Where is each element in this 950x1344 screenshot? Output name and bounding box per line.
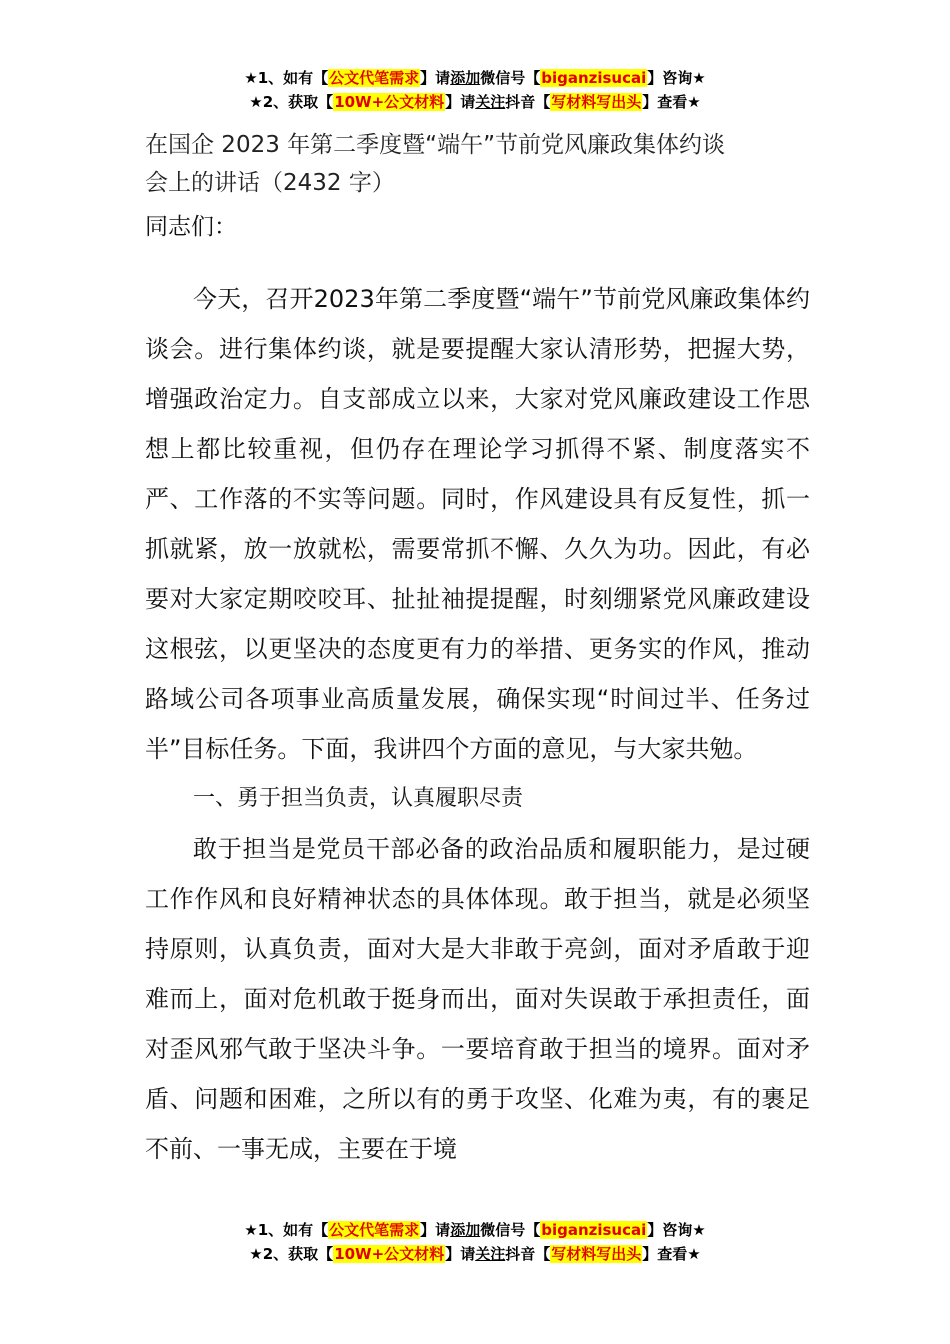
banner-highlight: biganzisucai [541, 1221, 647, 1239]
banner-text: 】查看★ [642, 1245, 701, 1263]
banner-highlight: 10W+公文材料 [334, 1245, 445, 1263]
banner-text: ★2、获取【 [249, 93, 334, 111]
banner-text: 】请 [420, 1221, 451, 1239]
banner-underlined: 添加 [450, 69, 481, 87]
bottom-banner [0, 1218, 950, 1266]
banner-text: 抖音【 [505, 1245, 551, 1263]
title-line-1: 在国企 2023 年第二季度暨“端午”节前党风廉政集体约谈 [145, 132, 725, 158]
banner-text: ★2、获取【 [249, 1245, 334, 1263]
banner-highlight: 写材料写出头 [551, 93, 642, 111]
banner-text: 微信号【 [480, 69, 541, 87]
banner-text: ★1、如有【 [244, 1221, 329, 1239]
banner-underlined: 关注 [475, 1245, 506, 1263]
banner-line-2 [0, 1242, 950, 1266]
banner-text: 】咨询★ [647, 69, 706, 87]
banner-highlight: 写材料写出头 [551, 1245, 642, 1263]
paragraph: 敢于担当是党员干部必备的政治品质和履职能力，是过硬工作作风和良好精神状态的具体体现。敢于担当，就是必须坚持原则，认真负责，面对大是大非敢于亮剑，面对矛盾敢于迎难而上，面对危机敢于挺身而出，面对失误敢于承担责任，面对歪风邪气敢于坚决斗争。一要培育敢于担当的境界。面对矛盾、问题和困难，之所以有的勇于攻坚、化难为夷，有的裹足不前、一事无成，主要在于境 [145, 835, 810, 1163]
banner-line-1 [0, 66, 950, 90]
greeting: 同志们： [145, 214, 237, 240]
banner-text: 】请 [445, 1245, 476, 1263]
title-line-2: 会上的讲话（2432 字） [145, 170, 395, 196]
banner-text: 】请 [420, 69, 451, 87]
section-heading: 一、勇于担当负责，认真履职尽责 [193, 786, 524, 811]
banner-underlined: 关注 [475, 93, 506, 111]
banner-highlight: 公文代笔需求 [329, 1221, 420, 1239]
banner-highlight: 公文代笔需求 [329, 69, 420, 87]
banner-text: 】查看★ [642, 93, 701, 111]
banner-highlight: biganzisucai [541, 69, 647, 87]
banner-text: 微信号【 [480, 1221, 541, 1239]
banner-highlight: 10W+公文材料 [334, 93, 445, 111]
banner-text: 】咨询★ [647, 1221, 706, 1239]
top-banner [0, 66, 950, 114]
banner-underlined: 添加 [450, 1221, 481, 1239]
banner-text: 】请 [445, 93, 476, 111]
banner-line-1 [0, 1218, 950, 1242]
banner-line-2 [0, 90, 950, 114]
document-body [145, 126, 810, 1163]
banner-text: ★1、如有【 [244, 69, 329, 87]
banner-text: 抖音【 [505, 93, 551, 111]
document-title [145, 126, 810, 202]
paragraph: 今天，召开2023年第二季度暨“端午”节前党风廉政集体约谈会。进行集体约谈，就是要提醒大家认清形势，把握大势，增强政治定力。自支部成立以来，大家对党风廉政建设工作思想上都比较重视，但仍存在理论学习抓得不紧、制度落实不严、工作落的不实等问题。同时，作风建设具有反复性，抓一抓就紧，放一放就松，需要常抓不懈、久久为功。因此，有必要对大家定期咬咬耳、扯扯袖提提醒，时刻绷紧党风廉政建设这根弦，以更坚决的态度更有力的举措、更务实的作风，推动路域公司各项事业高质量发展，确保实现“时间过半、任务过半”目标任务。下面，我讲四个方面的意见，与大家共勉。 [145, 285, 810, 763]
